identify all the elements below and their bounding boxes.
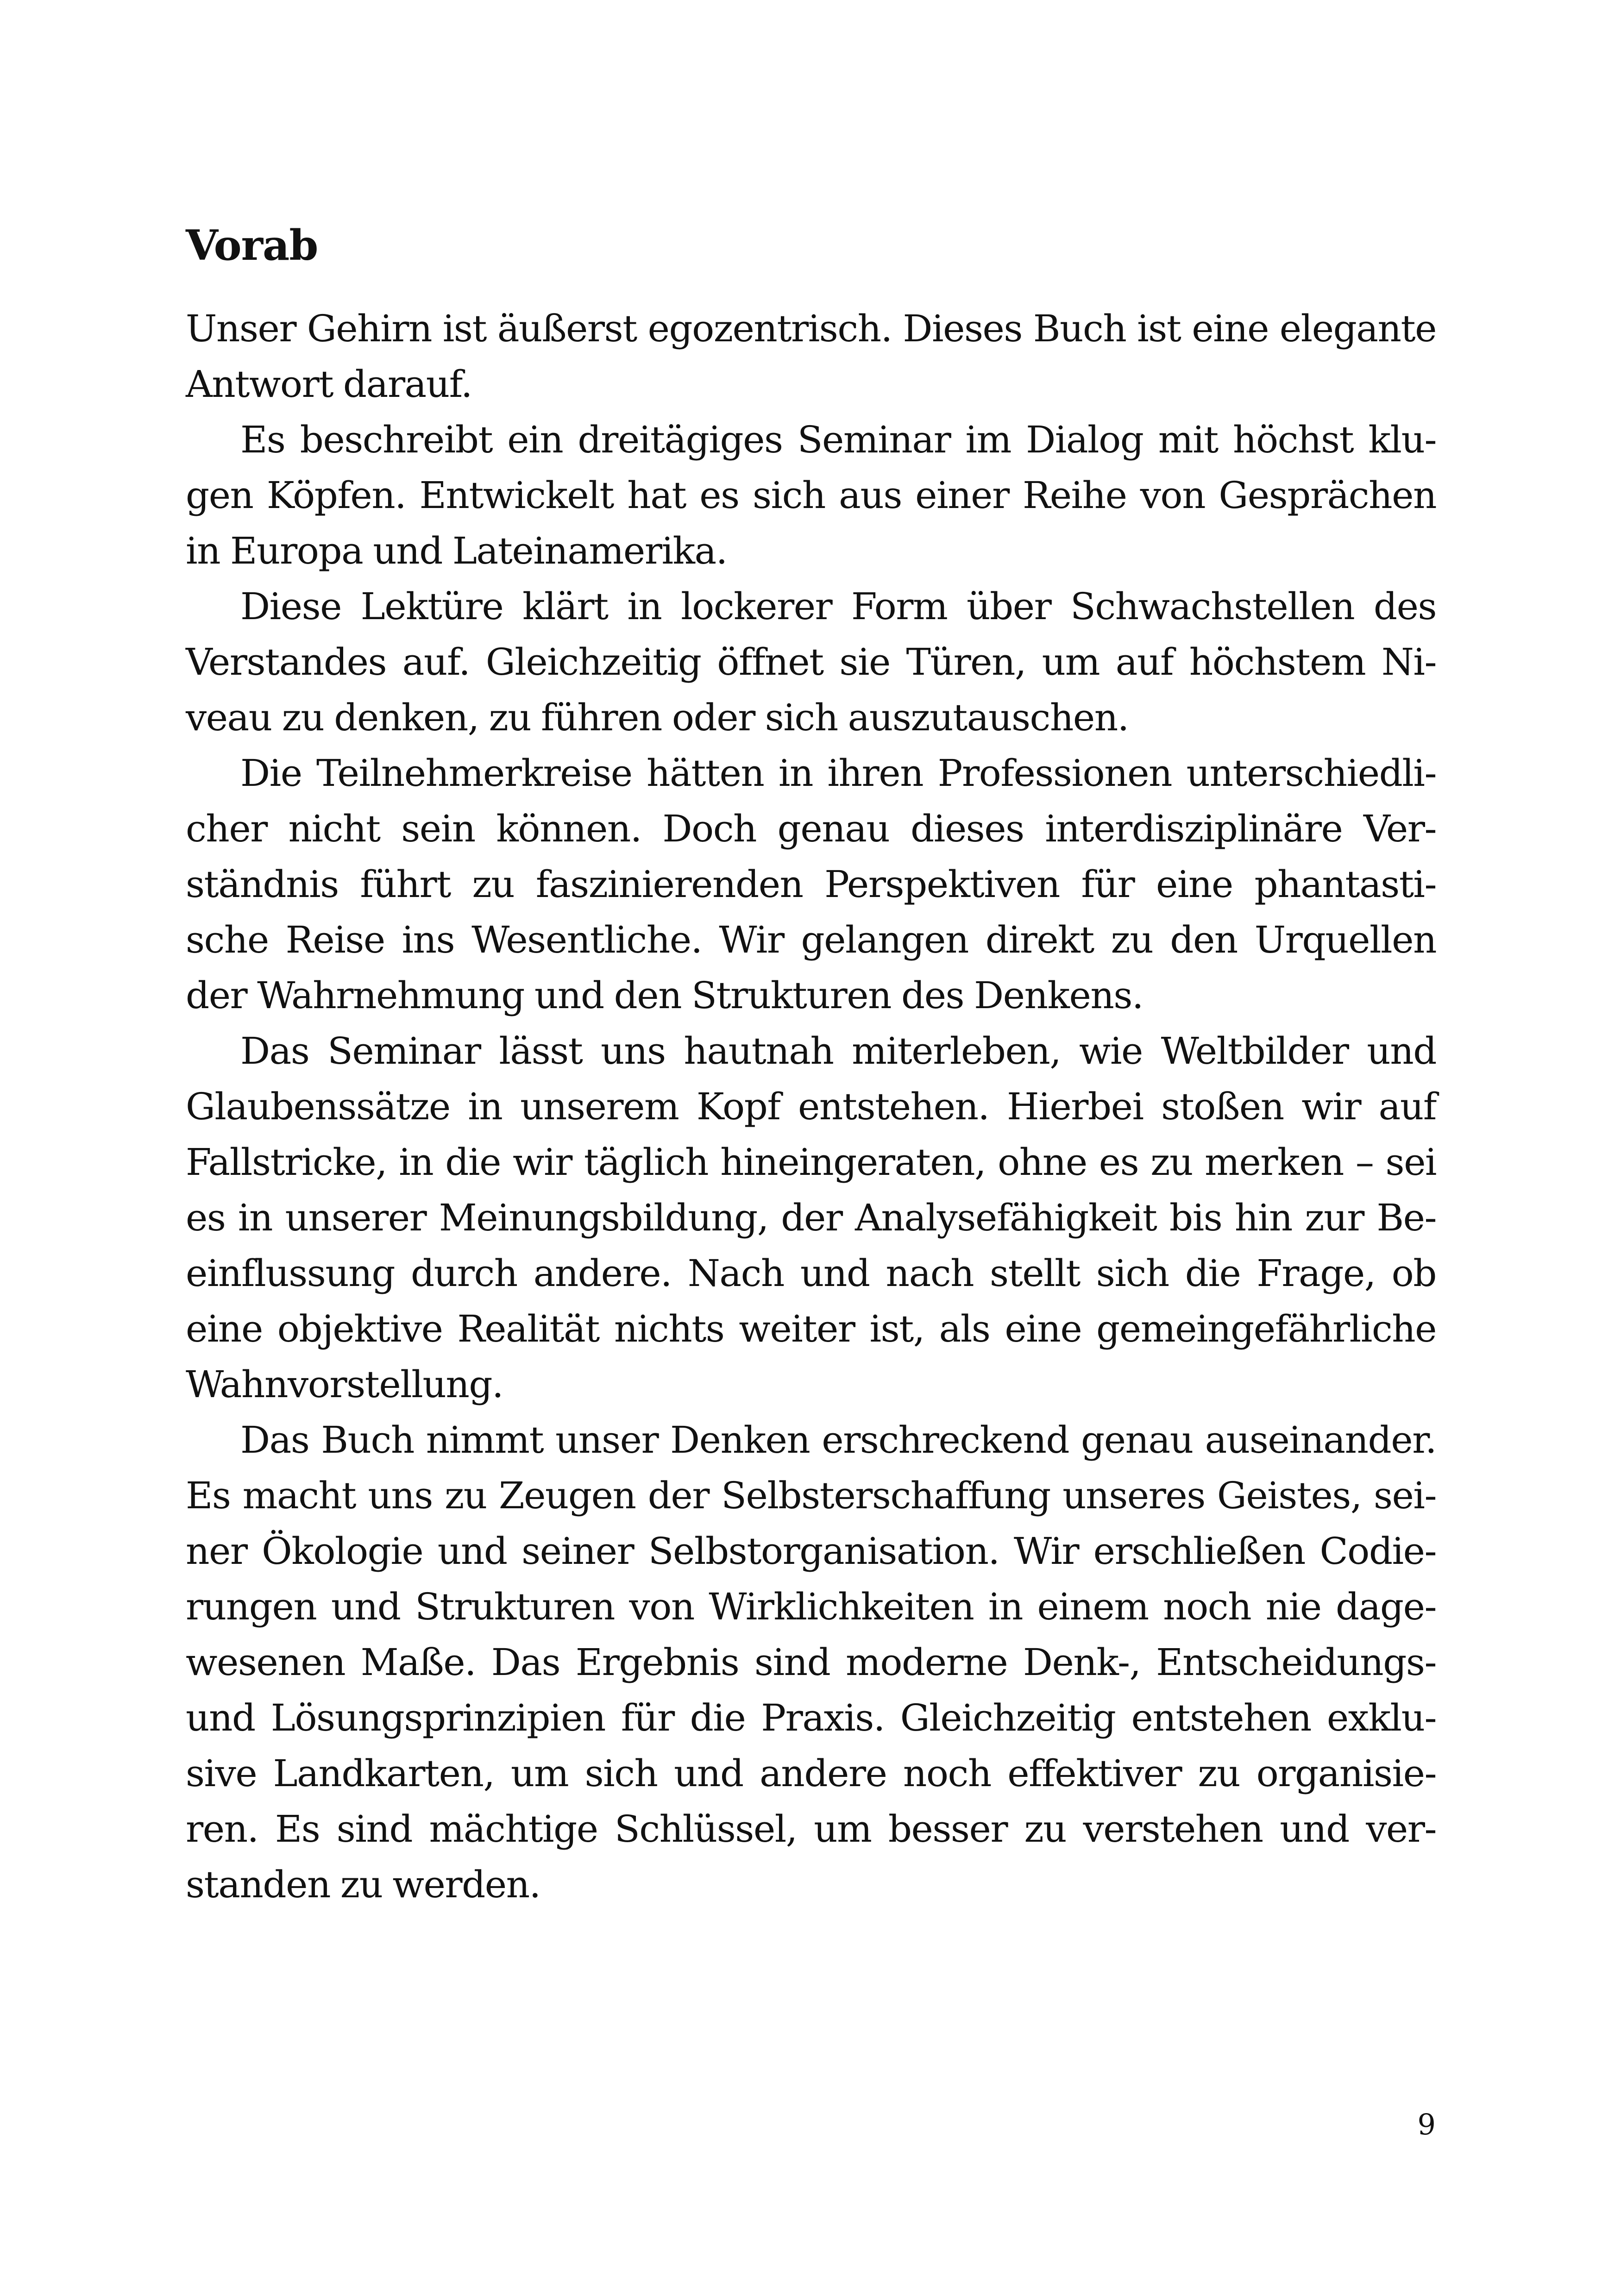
text-line: Unser Gehirn ist äußerst egozentrisch. Dieses Buch ist eine elegante: [186, 307, 1436, 350]
text-line: standen zu werden.: [186, 1863, 540, 1906]
text-line: Verstandes auf. Gleichzeitig öffnet sie Türen, um auf höchstem Ni-: [186, 640, 1436, 684]
text-line: ner Ökologie und seiner Selbstorganisation. Wir erschließen Codie-: [186, 1530, 1436, 1573]
text-line: Es beschreibt ein dreitägiges Seminar im Dialog mit höchst klu-: [240, 418, 1436, 461]
text-line: sive Landkarten, um sich und andere noch effektiver zu organisie-: [186, 1752, 1436, 1795]
text-line: rungen und Strukturen von Wirklichkeiten in einem noch nie dage-: [186, 1585, 1436, 1628]
chapter-heading: Vorab: [186, 221, 318, 270]
text-line: der Wahrnehmung und den Strukturen des Denkens.: [186, 974, 1143, 1017]
text-line: einflussung durch andere. Nach und nach stellt sich die Frage, ob: [186, 1252, 1436, 1295]
text-line: es in unserer Meinungsbildung, der Analysefähigkeit bis hin zur Be-: [186, 1196, 1436, 1239]
text-line: wesenen Maße. Das Ergebnis sind moderne Denk-, Entscheidungs-: [186, 1641, 1436, 1684]
text-line: Das Buch nimmt unser Denken erschreckend genau auseinander.: [240, 1418, 1436, 1462]
text-line: Wahnvorstellung.: [186, 1363, 503, 1406]
text-line: Das Seminar lässt uns hautnah miterleben, wie Weltbilder und: [240, 1029, 1436, 1073]
page-number: 9: [1417, 2108, 1436, 2141]
text-line: ständnis führt zu faszinierenden Perspektiven für eine phantasti-: [186, 863, 1436, 906]
text-line: Fallstricke, in die wir täglich hineingeraten, ohne es zu merken – sei: [186, 1141, 1436, 1184]
text-line: Es macht uns zu Zeugen der Selbsterschaffung unseres Geistes, sei-: [186, 1474, 1436, 1517]
text-line: Diese Lektüre klärt in lockerer Form über Schwachstellen des: [240, 585, 1436, 628]
body-text: [186, 301, 1436, 1913]
text-line: ren. Es sind mächtige Schlüssel, um besser zu verstehen und ver-: [186, 1807, 1436, 1851]
text-line: in Europa und Lateinamerika.: [186, 529, 727, 572]
text-line: eine objektive Realität nichts weiter ist, als eine gemeingefährliche: [186, 1307, 1436, 1350]
text-line: Glaubenssätze in unserem Kopf entstehen. Hierbei stoßen wir auf: [186, 1085, 1436, 1128]
text-line: cher nicht sein können. Doch genau dieses interdisziplinäre Ver-: [186, 807, 1436, 850]
text-line: Antwort darauf.: [186, 363, 472, 406]
text-line: gen Köpfen. Entwickelt hat es sich aus einer Reihe von Gesprächen: [186, 474, 1436, 517]
text-line: sche Reise ins Wesentliche. Wir gelangen direkt zu den Urquellen: [186, 918, 1436, 961]
text-line: und Lösungsprinzipien für die Praxis. Gleichzeitig entstehen exklu-: [186, 1696, 1436, 1739]
text-line: veau zu denken, zu führen oder sich auszutauschen.: [186, 696, 1129, 739]
text-line: Die Teilnehmerkreise hätten in ihren Professionen unterschiedli-: [240, 752, 1436, 795]
